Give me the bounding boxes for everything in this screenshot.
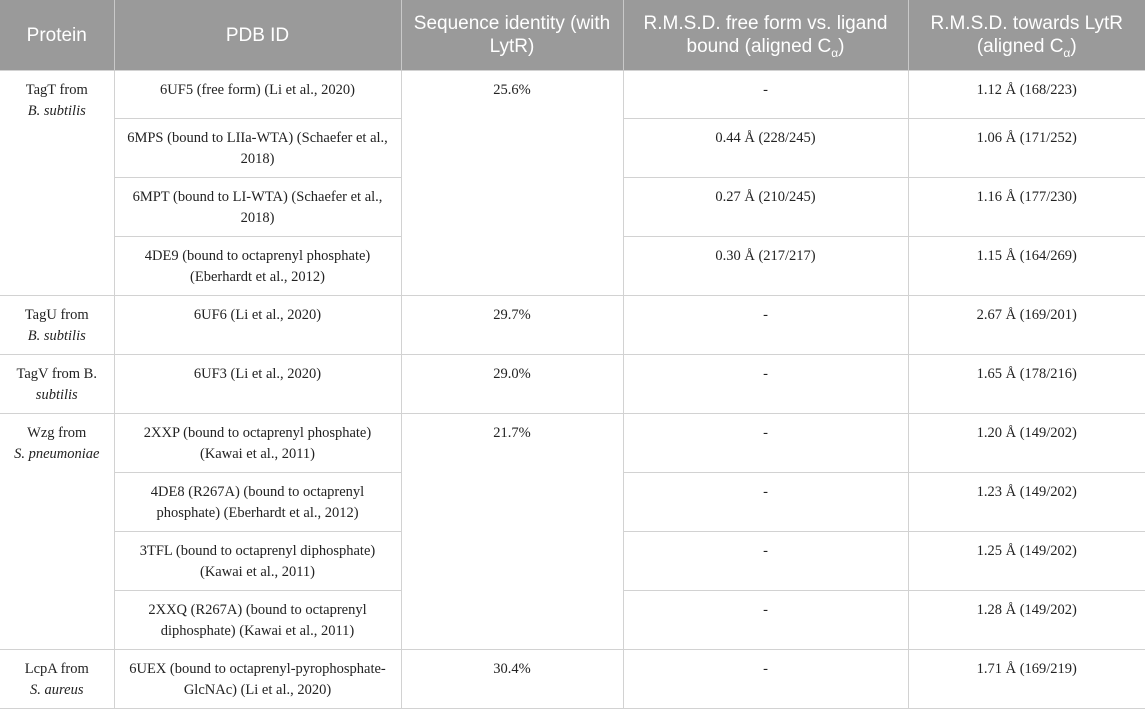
pdb-cell: 6MPT (bound to LI-WTA) (Schaefer et al., 2018)	[114, 178, 401, 237]
rmsd-lytr-cell: 1.65 Å (178/216)	[908, 355, 1145, 414]
rmsd-lytr-cell: 1.20 Å (149/202)	[908, 414, 1145, 473]
rmsd-free-cell: 0.30 Å (217/217)	[623, 237, 908, 296]
rmsd-free-cell: -	[623, 71, 908, 119]
rmsd-lytr-cell: 1.12 Å (168/223)	[908, 71, 1145, 119]
rmsd-free-cell: 0.27 Å (210/245)	[623, 178, 908, 237]
sequence-identity-cell: 21.7%	[401, 414, 623, 650]
rmsd-lytr-cell: 1.15 Å (164/269)	[908, 237, 1145, 296]
table-row	[0, 71, 1145, 119]
sequence-identity-cell: 29.0%	[401, 355, 623, 414]
sequence-identity-cell: 30.4%	[401, 650, 623, 709]
protein-cell: LcpA from S. aureus	[0, 650, 114, 709]
rmsd-free-cell: -	[623, 473, 908, 532]
rmsd-free-cell: -	[623, 532, 908, 591]
protein-cell: TagV from B. subtilis	[0, 355, 114, 414]
rmsd-free-cell: -	[623, 650, 908, 709]
table-row	[0, 296, 1145, 355]
rmsd-free-cell: -	[623, 296, 908, 355]
protein-cell: TagT from B. subtilis	[0, 71, 114, 296]
pdb-cell: 2XXP (bound to octaprenyl phosphate) (Kawai et al., 2011)	[114, 414, 401, 473]
protein-cell: Wzg from S. pneumoniae	[0, 414, 114, 650]
table-row	[0, 355, 1145, 414]
rmsd-lytr-cell: 1.23 Å (149/202)	[908, 473, 1145, 532]
rmsd-free-cell: 0.44 Å (228/245)	[623, 119, 908, 178]
header-row	[0, 0, 1145, 71]
rmsd-lytr-cell: 2.67 Å (169/201)	[908, 296, 1145, 355]
rmsd-lytr-cell: 1.71 Å (169/219)	[908, 650, 1145, 709]
pdb-cell: 6UF3 (Li et al., 2020)	[114, 355, 401, 414]
pdb-cell: 6UEX (bound to octaprenyl-pyrophosphate-GlcNAc) (Li et al., 2020)	[114, 650, 401, 709]
rmsd-lytr-cell: 1.06 Å (171/252)	[908, 119, 1145, 178]
header-rmsd-free-vs-bound: R.M.S.D. free form vs. ligand bound (aligned $C_\alpha$)	[623, 0, 908, 71]
rmsd-free-cell: -	[623, 355, 908, 414]
header-sequence-identity: Sequence identity (with LytR)	[401, 0, 623, 71]
rmsd-lytr-cell: 1.28 Å (149/202)	[908, 591, 1145, 650]
header-rmsd-towards-lytr: R.M.S.D. towards LytR (aligned $C_\alpha$)	[908, 0, 1145, 71]
pdb-cell: 6UF6 (Li et al., 2020)	[114, 296, 401, 355]
table-row	[0, 650, 1145, 709]
protein-cell: TagU from B. subtilis	[0, 296, 114, 355]
table-row	[0, 414, 1145, 473]
pdb-cell: 6MPS (bound to LIIa-WTA) (Schaefer et al., 2018)	[114, 119, 401, 178]
pdb-cell: 4DE8 (R267A) (bound to octaprenyl phosphate) (Eberhardt et al., 2012)	[114, 473, 401, 532]
rmsd-free-cell: -	[623, 414, 908, 473]
rmsd-free-cell: -	[623, 591, 908, 650]
rmsd-lytr-cell: 1.25 Å (149/202)	[908, 532, 1145, 591]
pdb-cell: 2XXQ (R267A) (bound to octaprenyl diphosphate) (Kawai et al., 2011)	[114, 591, 401, 650]
sequence-identity-cell: 29.7%	[401, 296, 623, 355]
rmsd-lytr-cell: 1.16 Å (177/230)	[908, 178, 1145, 237]
pdb-cell: 3TFL (bound to octaprenyl diphosphate) (Kawai et al., 2011)	[114, 532, 401, 591]
header-protein: Protein	[0, 0, 114, 71]
header-pdb-id: PDB ID	[114, 0, 401, 71]
pdb-cell: 4DE9 (bound to octaprenyl phosphate) (Eberhardt et al., 2012)	[114, 237, 401, 296]
pdb-cell: 6UF5 (free form) (Li et al., 2020)	[114, 71, 401, 119]
sequence-identity-cell: 25.6%	[401, 71, 623, 296]
